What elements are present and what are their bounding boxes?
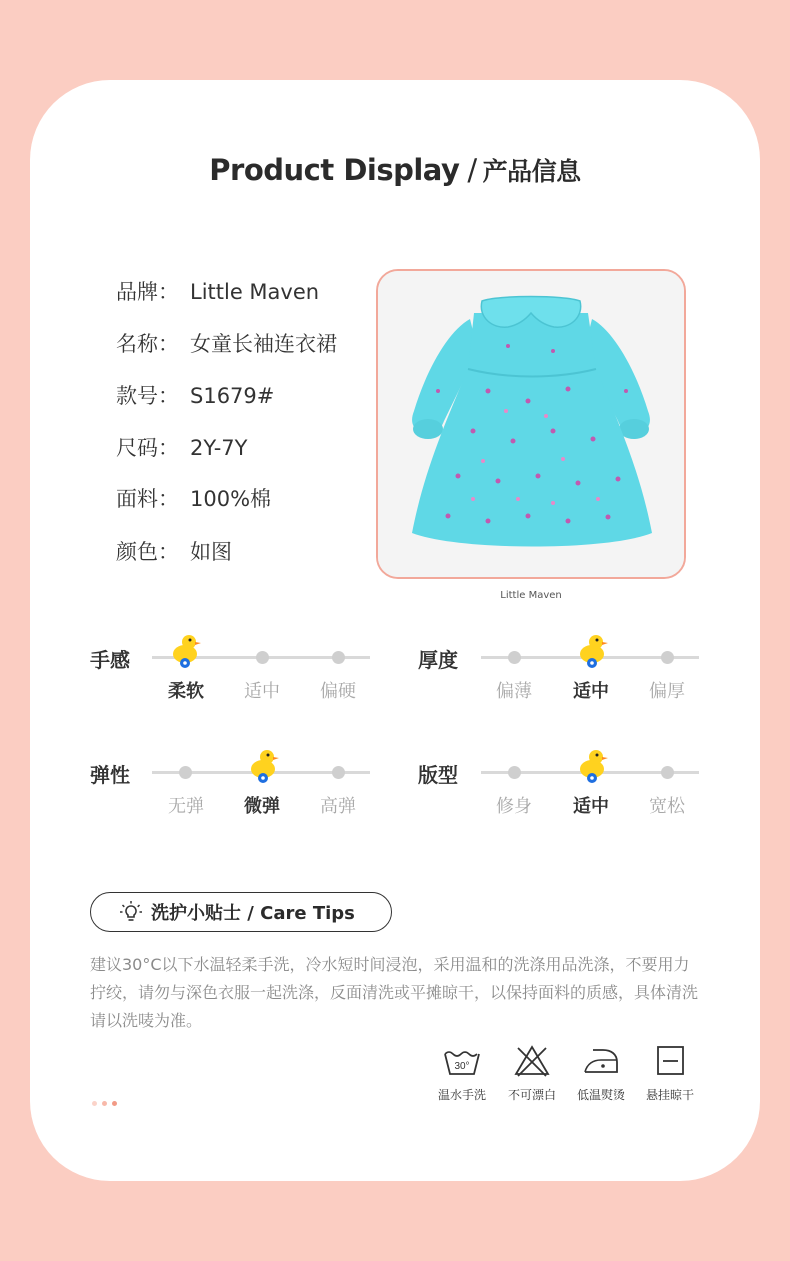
spec-row-fabric bbox=[116, 483, 271, 513]
care-label: 低温熨烫 bbox=[576, 1088, 625, 1102]
care-item-hand-wash bbox=[427, 1044, 497, 1103]
wash-temp-text: 30° bbox=[454, 1061, 470, 1072]
duck-marker-icon bbox=[248, 747, 280, 785]
spec-value: 如图 bbox=[190, 540, 232, 564]
spec-row-color bbox=[116, 536, 232, 566]
care-tips-pill[interactable] bbox=[90, 892, 392, 932]
attr-label-fit: 版型 bbox=[418, 763, 458, 787]
spec-row-name bbox=[116, 328, 337, 358]
spec-row-size bbox=[116, 432, 247, 462]
care-label: 悬挂晾干 bbox=[645, 1088, 694, 1102]
duck-marker-icon bbox=[577, 632, 609, 670]
pagination-dots bbox=[92, 1091, 122, 1110]
care-instructions-text: 建议30°C以下水温轻柔手洗，冷水短时间浸泡，采用温和的洗涤用品洗涤，不要用力拧绞，请勿与深色衣服一起洗涤，反面清洗或平摊晾干，以保持面料的质感，具体清洗请以洗唛为准。 bbox=[90, 955, 699, 1030]
spec-value: S1679# bbox=[190, 384, 275, 408]
dot bbox=[92, 1101, 97, 1106]
attr-option[interactable]: 适中 bbox=[573, 796, 609, 817]
attr-dot bbox=[508, 651, 521, 664]
attr-option[interactable]: 偏薄 bbox=[496, 681, 532, 702]
attr-dot bbox=[661, 766, 674, 779]
spec-key: 颜色： bbox=[116, 540, 179, 564]
lightbulb-icon bbox=[119, 900, 143, 924]
duck-marker-icon bbox=[577, 747, 609, 785]
attr-option[interactable]: 偏硬 bbox=[320, 681, 356, 702]
attr-option[interactable]: 修身 bbox=[496, 796, 532, 817]
low-iron-icon bbox=[581, 1044, 621, 1078]
care-label: 温水手洗 bbox=[437, 1088, 486, 1102]
hand-wash-icon bbox=[442, 1044, 482, 1078]
spec-key: 名称： bbox=[116, 332, 179, 356]
attr-option[interactable]: 适中 bbox=[244, 681, 280, 702]
spec-key: 面料： bbox=[116, 487, 179, 511]
attr-option[interactable]: 宽松 bbox=[649, 796, 685, 817]
care-item-no-bleach bbox=[497, 1044, 567, 1103]
spec-value: 女童长袖连衣裙 bbox=[190, 332, 337, 356]
attr-dot bbox=[332, 651, 345, 664]
care-item-hang-dry bbox=[635, 1044, 705, 1103]
attr-label-feel: 手感 bbox=[90, 648, 130, 672]
attr-dot bbox=[256, 651, 269, 664]
title-cn: 产品信息 bbox=[482, 157, 581, 186]
product-photo[interactable] bbox=[376, 269, 686, 579]
attr-dot bbox=[508, 766, 521, 779]
care-item-low-iron bbox=[566, 1044, 636, 1103]
dress-image bbox=[378, 271, 684, 577]
attr-dot bbox=[661, 651, 674, 664]
spec-key: 尺码： bbox=[116, 436, 179, 460]
dot bbox=[102, 1101, 107, 1106]
attr-option[interactable]: 无弹 bbox=[168, 796, 204, 817]
attr-option[interactable]: 偏厚 bbox=[649, 681, 685, 702]
spec-key: 款号： bbox=[116, 384, 179, 408]
spec-value: 100%棉 bbox=[190, 487, 272, 511]
no-bleach-icon bbox=[512, 1044, 552, 1078]
attr-label-elasticity: 弹性 bbox=[90, 763, 130, 787]
attr-dot bbox=[179, 766, 192, 779]
attr-option[interactable]: 高弹 bbox=[320, 796, 356, 817]
attr-dot bbox=[332, 766, 345, 779]
page-title bbox=[0, 152, 790, 188]
hang-dry-icon bbox=[650, 1044, 690, 1078]
dot bbox=[112, 1101, 117, 1106]
spec-value: 2Y-7Y bbox=[190, 436, 248, 460]
title-separator: / bbox=[467, 153, 477, 187]
attr-option[interactable]: 适中 bbox=[573, 681, 609, 702]
spec-row-style bbox=[116, 380, 274, 410]
attr-option[interactable]: 柔软 bbox=[168, 681, 204, 702]
spec-row-brand bbox=[116, 276, 319, 306]
attr-label-thickness: 厚度 bbox=[418, 648, 458, 672]
title-en: Product Display bbox=[209, 153, 460, 187]
spec-value: Little Maven bbox=[190, 280, 320, 304]
attr-option[interactable]: 微弹 bbox=[244, 796, 280, 817]
care-tips-label: 洗护小贴士 / Care Tips bbox=[151, 903, 355, 924]
care-label: 不可漂白 bbox=[507, 1088, 556, 1102]
spec-key: 品牌： bbox=[116, 280, 179, 304]
duck-marker-icon bbox=[170, 632, 202, 670]
photo-caption: Little Maven bbox=[500, 590, 562, 601]
